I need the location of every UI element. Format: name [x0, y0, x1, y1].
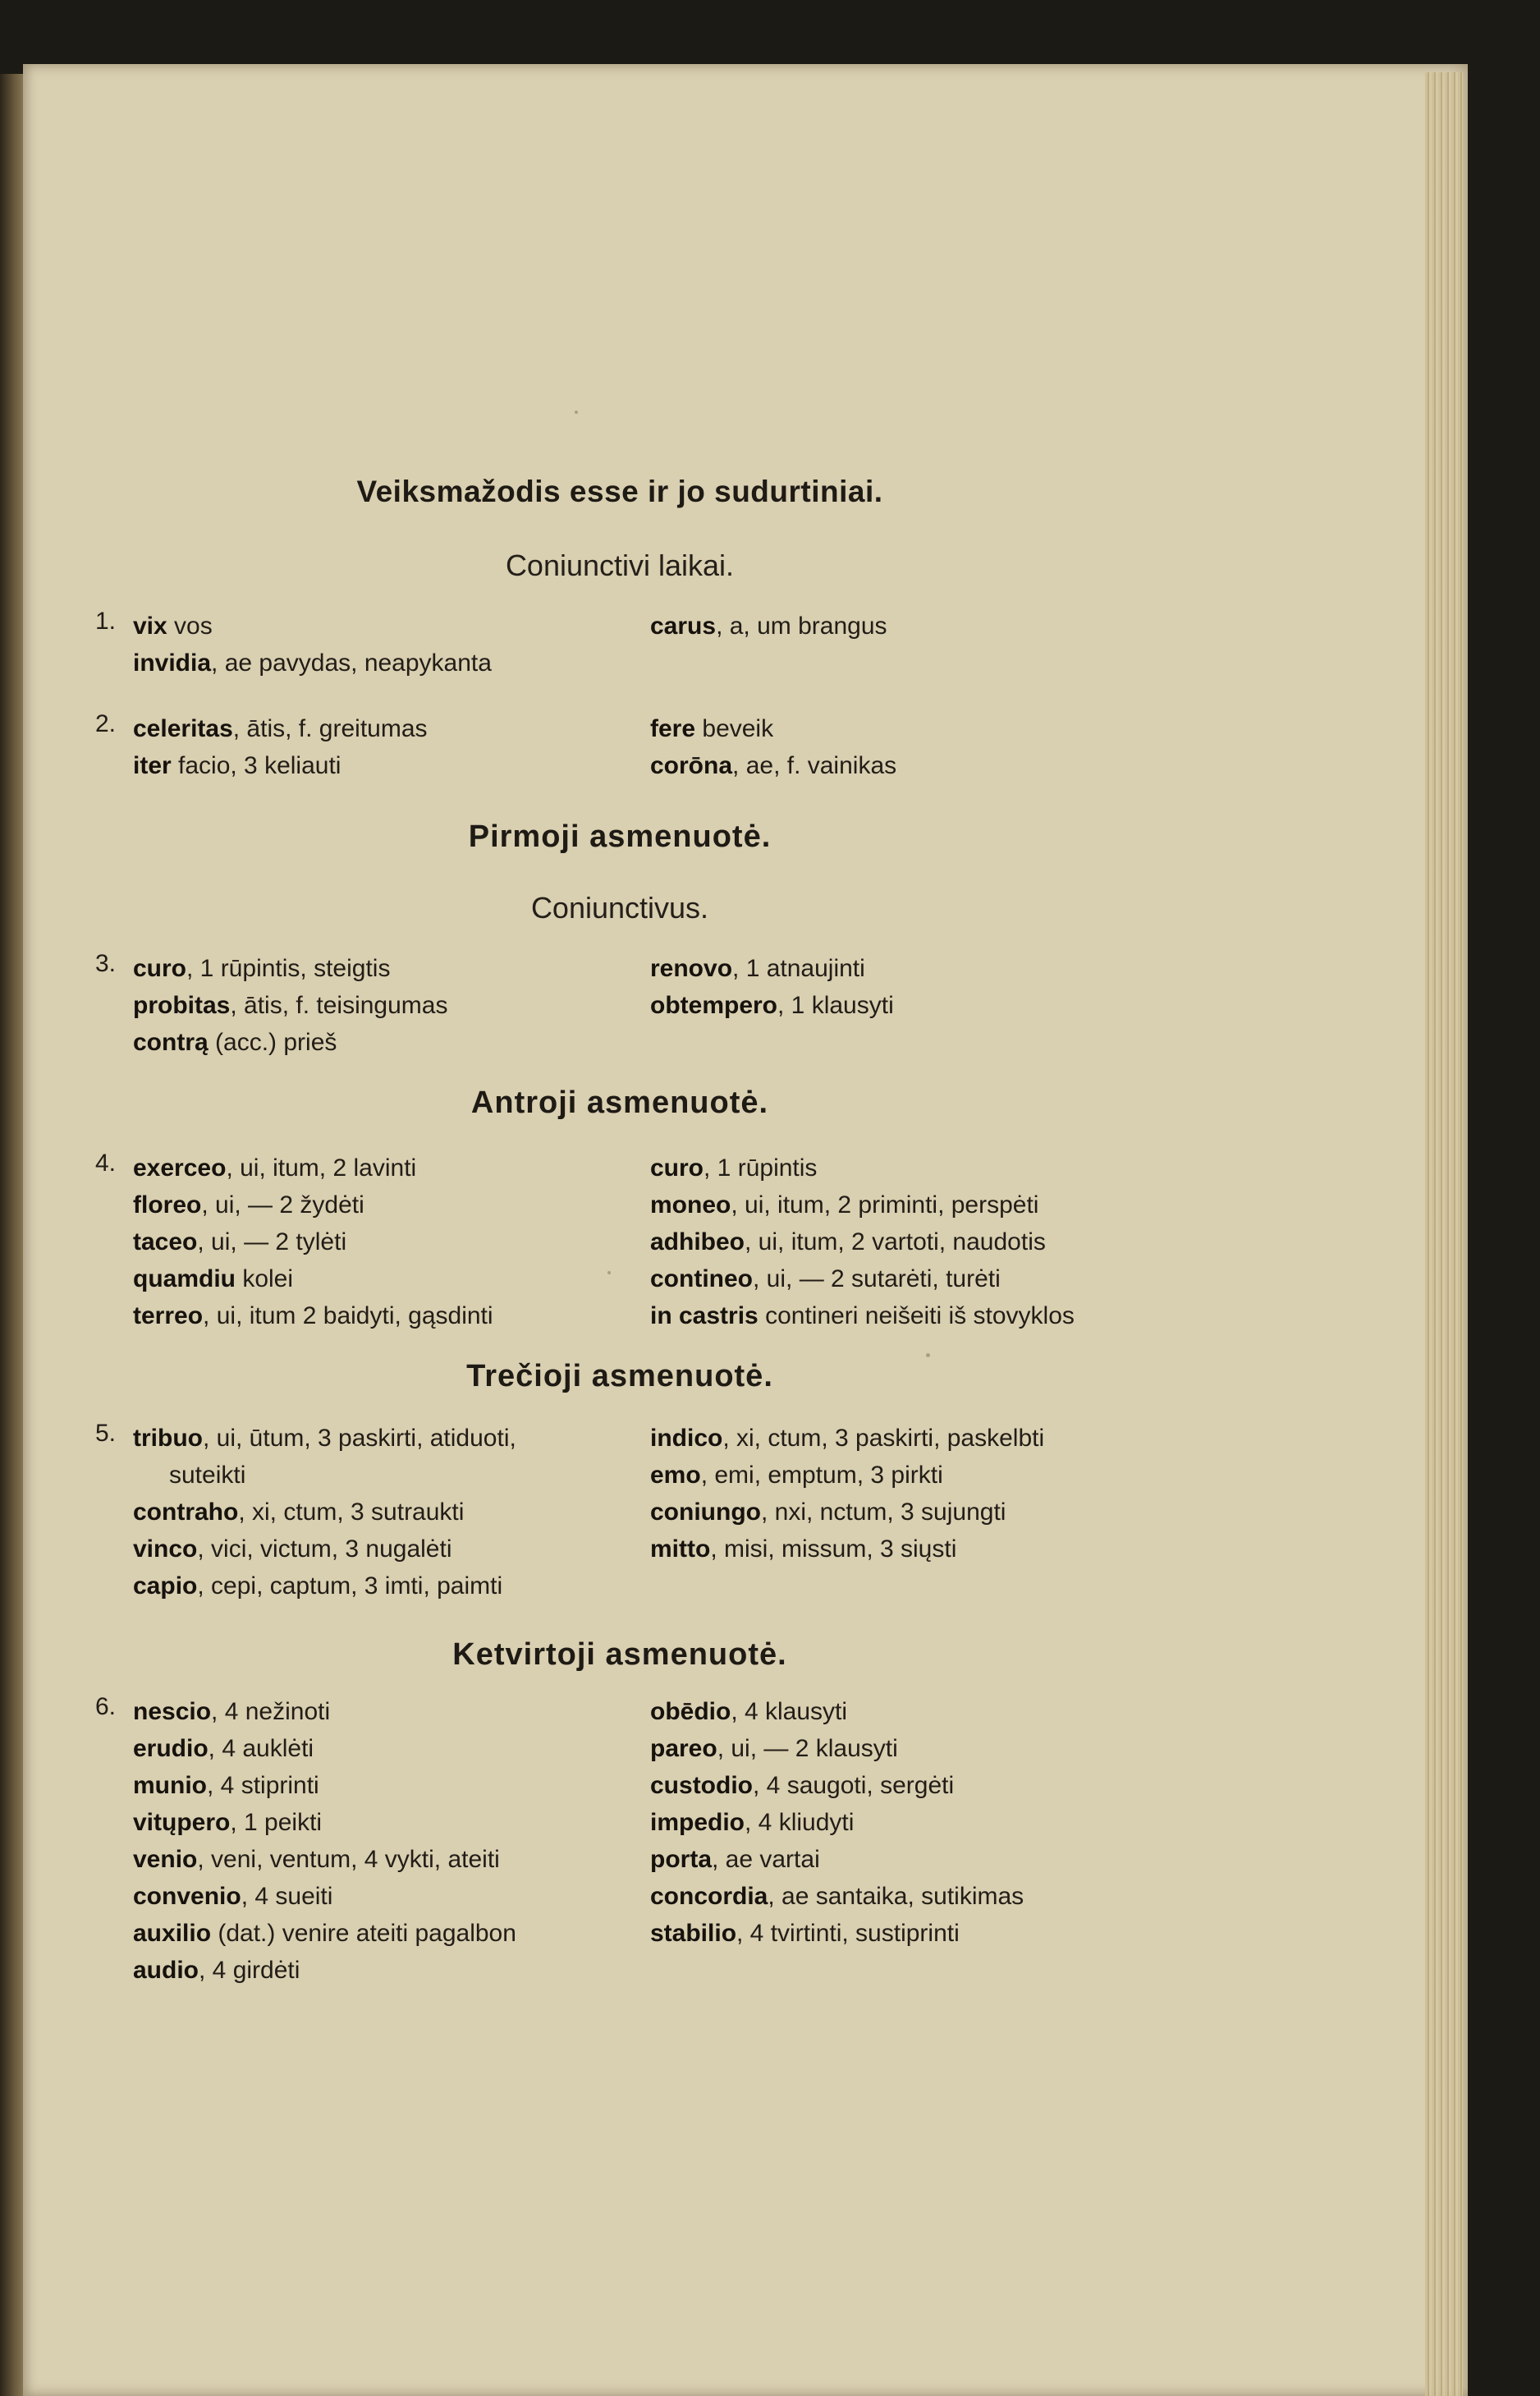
translation: , ui, itum, 2 priminti, perspėti [731, 1191, 1039, 1219]
translation: suteikti [169, 1462, 246, 1489]
latin-word: tribuo [133, 1425, 203, 1452]
latin-word: adhibeo [650, 1228, 745, 1255]
vocab-entry [133, 1693, 516, 1730]
section-heading-first-conjugation: Pirmoji asmenuotė. [468, 819, 772, 854]
translation: , xi, ctum, 3 sutraukti [238, 1499, 465, 1526]
latin-word: impedio [650, 1809, 745, 1836]
translation: kolei [236, 1265, 294, 1292]
translation: , ae, f. vainikas [732, 752, 897, 779]
translation: , veni, ventum, 4 vykti, ateiti [197, 1846, 500, 1873]
latin-word: curo [133, 955, 187, 982]
vocab-entry [650, 1187, 1075, 1223]
vocab-entry [133, 747, 428, 784]
block-number: 3. [95, 950, 117, 977]
translation: , 4 klausyti [731, 1698, 848, 1725]
vocab-entry [133, 1915, 516, 1952]
latin-word: floreo [133, 1191, 202, 1219]
section-heading-third-conjugation: Trečioji asmenuotė. [466, 1359, 773, 1393]
translation: , 4 saugoti, sergėti [753, 1772, 955, 1799]
vocab-entry-continuation [133, 1457, 516, 1494]
translation: vos [167, 613, 213, 640]
right-column [650, 1150, 1075, 1334]
block-number: 5. [95, 1420, 117, 1447]
vocab-entry [133, 1952, 516, 1989]
translation: , ui, itum, 2 vartoti, naudotis [745, 1228, 1046, 1255]
latin-word: vitųpero [133, 1809, 231, 1836]
translation: , misi, missum, 3 siųsti [710, 1535, 957, 1563]
left-column [133, 710, 428, 784]
latin-word: obēdio [650, 1698, 731, 1725]
block-number: 6. [95, 1693, 117, 1720]
translation: , 1 peikti [230, 1809, 323, 1836]
vocab-entry [650, 950, 894, 987]
vocab-entry [650, 1841, 1024, 1878]
right-column [650, 950, 894, 1024]
translation: , 1 rūpintis, steigtis [186, 955, 391, 982]
latin-word: pareo [650, 1735, 717, 1762]
vocab-entry [133, 645, 492, 682]
vocab-entry [133, 710, 428, 747]
block-number: 4. [95, 1150, 117, 1177]
vocab-entry [133, 987, 447, 1024]
latin-word: nescio [133, 1698, 212, 1725]
vocab-entry [133, 1878, 516, 1915]
vocab-entry [650, 1767, 1024, 1804]
vocab-entry [133, 1420, 516, 1457]
paper-speck [575, 411, 578, 414]
vocab-entry [650, 1223, 1075, 1260]
latin-word: emo [650, 1462, 701, 1489]
translation: , ui, itum, 2 lavinti [226, 1154, 417, 1182]
translation: , 4 sueiti [241, 1883, 333, 1910]
right-column [650, 710, 896, 784]
section-heading-fourth-conjugation: Ketvirtoji asmenuotė. [452, 1637, 787, 1672]
vocab-entry [650, 1878, 1024, 1915]
vocab-entry [650, 1693, 1024, 1730]
latin-word: contrą [133, 1029, 209, 1056]
latin-word: contraho [133, 1499, 239, 1526]
vocab-entry [133, 1531, 516, 1567]
vocab-entry [133, 1187, 493, 1223]
latin-word: vix [133, 613, 167, 640]
translation: (acc.) prieš [208, 1029, 337, 1056]
translation: , ae santaika, sutikimas [768, 1883, 1024, 1910]
vocab-entry [133, 1567, 516, 1604]
block-number: 2. [95, 710, 117, 737]
latin-word: custodio [650, 1772, 753, 1799]
vocab-entry [650, 1494, 1044, 1531]
translation: , 4 nežinoti [211, 1698, 331, 1725]
translation: beveik [695, 715, 774, 742]
vocab-entry [650, 747, 896, 784]
vocab-entry [133, 1494, 516, 1531]
vocab-entry [133, 1150, 493, 1187]
latin-word: concordia [650, 1883, 768, 1910]
latin-word: mitto [650, 1535, 711, 1563]
vocab-entry [650, 1260, 1075, 1297]
vocab-entry [133, 1223, 493, 1260]
vocab-entry [650, 1730, 1024, 1767]
latin-word: corōna [650, 752, 733, 779]
right-column [650, 608, 887, 645]
translation: , ae pavydas, neapykanta [211, 649, 492, 677]
vocab-entry [650, 1457, 1044, 1494]
vocab-entry [650, 987, 894, 1024]
translation: , ui, itum 2 baidyti, gąsdinti [203, 1302, 493, 1329]
vocab-entry [133, 1804, 516, 1841]
section-subheading: Coniunctivus. [530, 891, 709, 925]
translation: , cepi, captum, 3 imti, paimti [197, 1572, 503, 1600]
latin-word: quamdiu [133, 1265, 236, 1292]
latin-word: stabilio [650, 1920, 737, 1947]
left-column [133, 1150, 493, 1334]
latin-word: in castris [650, 1302, 759, 1329]
latin-word: obtempero [650, 992, 778, 1019]
translation: , 4 girdėti [199, 1957, 300, 1984]
vocab-entry [650, 1804, 1024, 1841]
vocab-entry [650, 608, 887, 645]
translation: , 1 klausyti [777, 992, 894, 1019]
translation: , 4 kliudyti [745, 1809, 855, 1836]
translation: , xi, ctum, 3 paskirti, paskelbti [722, 1425, 1045, 1452]
latin-word: contineo [650, 1265, 753, 1292]
translation: , ui, — 2 žydėti [201, 1191, 364, 1219]
left-column [133, 950, 447, 1061]
right-column [650, 1693, 1024, 1952]
latin-word: erudio [133, 1735, 209, 1762]
page-edge [1425, 72, 1463, 2396]
book-spine [0, 74, 25, 2396]
latin-word: renovo [650, 955, 733, 982]
translation: , 4 auklėti [208, 1735, 314, 1762]
block-number: 1. [95, 608, 117, 635]
vocab-entry [650, 1420, 1044, 1457]
translation: , 4 tvirtinti, sustiprinti [736, 1920, 960, 1947]
left-column [133, 1693, 516, 1989]
vocab-entry [133, 1260, 493, 1297]
latin-word: moneo [650, 1191, 731, 1219]
latin-word: vinco [133, 1535, 198, 1563]
vocab-entry [650, 1915, 1024, 1952]
translation: , emi, emptum, 3 pirkti [700, 1462, 943, 1489]
paper-speck [607, 1271, 611, 1274]
latin-word: capio [133, 1572, 198, 1600]
left-column [133, 608, 492, 682]
translation: , nxi, nctum, 3 sujungti [760, 1499, 1006, 1526]
translation: , a, um brangus [716, 613, 887, 640]
translation: , 4 stiprinti [207, 1772, 319, 1799]
right-column [650, 1420, 1044, 1567]
latin-word: venio [133, 1846, 198, 1873]
left-column [133, 1420, 516, 1604]
latin-word: fere [650, 715, 696, 742]
latin-word: curo [650, 1154, 704, 1182]
latin-word: probitas [133, 992, 231, 1019]
latin-word: convenio [133, 1883, 241, 1910]
vocab-entry [133, 1767, 516, 1804]
translation: facio, 3 keliauti [171, 752, 341, 779]
vocab-entry [650, 1297, 1075, 1334]
page-title: Veiksmažodis esse ir jo sudurtiniai. [356, 475, 883, 508]
latin-word: indico [650, 1425, 723, 1452]
vocab-entry [133, 950, 447, 987]
latin-word: audio [133, 1957, 199, 1984]
vocab-entry [650, 710, 896, 747]
latin-word: munio [133, 1772, 207, 1799]
latin-word: celeritas [133, 715, 233, 742]
vocab-entry [133, 1297, 493, 1334]
vocab-entry [650, 1531, 1044, 1567]
translation: (dat.) venire ateiti pagalbon [211, 1920, 516, 1947]
vocab-entry [133, 1730, 516, 1767]
page-subtitle: Coniunctivi laikai. [505, 549, 735, 582]
paper-speck [926, 1353, 930, 1357]
latin-word: exerceo [133, 1154, 227, 1182]
latin-word: carus [650, 613, 717, 640]
translation: , ui, ūtum, 3 paskirti, atiduoti, [202, 1425, 516, 1452]
translation: , ui, — 2 klausyti [717, 1735, 898, 1762]
translation: , ātis, f. teisingumas [230, 992, 448, 1019]
vocab-entry [133, 608, 492, 645]
translation: contineri neišeiti iš stovyklos [758, 1302, 1075, 1329]
vocab-entry [133, 1024, 447, 1061]
latin-word: iter [133, 752, 172, 779]
section-heading-second-conjugation: Antroji asmenuotė. [470, 1086, 769, 1120]
latin-word: coniungo [650, 1499, 761, 1526]
latin-word: terreo [133, 1302, 204, 1329]
translation: , ātis, f. greitumas [232, 715, 428, 742]
translation: , ui, — 2 sutarėti, turėti [753, 1265, 1001, 1292]
translation: , vici, victum, 3 nugalėti [197, 1535, 452, 1563]
latin-word: invidia [133, 649, 212, 677]
vocab-entry [650, 1150, 1075, 1187]
latin-word: porta [650, 1846, 712, 1873]
translation: , ae vartai [712, 1846, 820, 1873]
latin-word: taceo [133, 1228, 198, 1255]
translation: , 1 atnaujinti [732, 955, 865, 982]
translation: , ui, — 2 tylėti [197, 1228, 347, 1255]
latin-word: auxilio [133, 1920, 212, 1947]
vocab-entry [133, 1841, 516, 1878]
translation: , 1 rūpintis [704, 1154, 818, 1182]
